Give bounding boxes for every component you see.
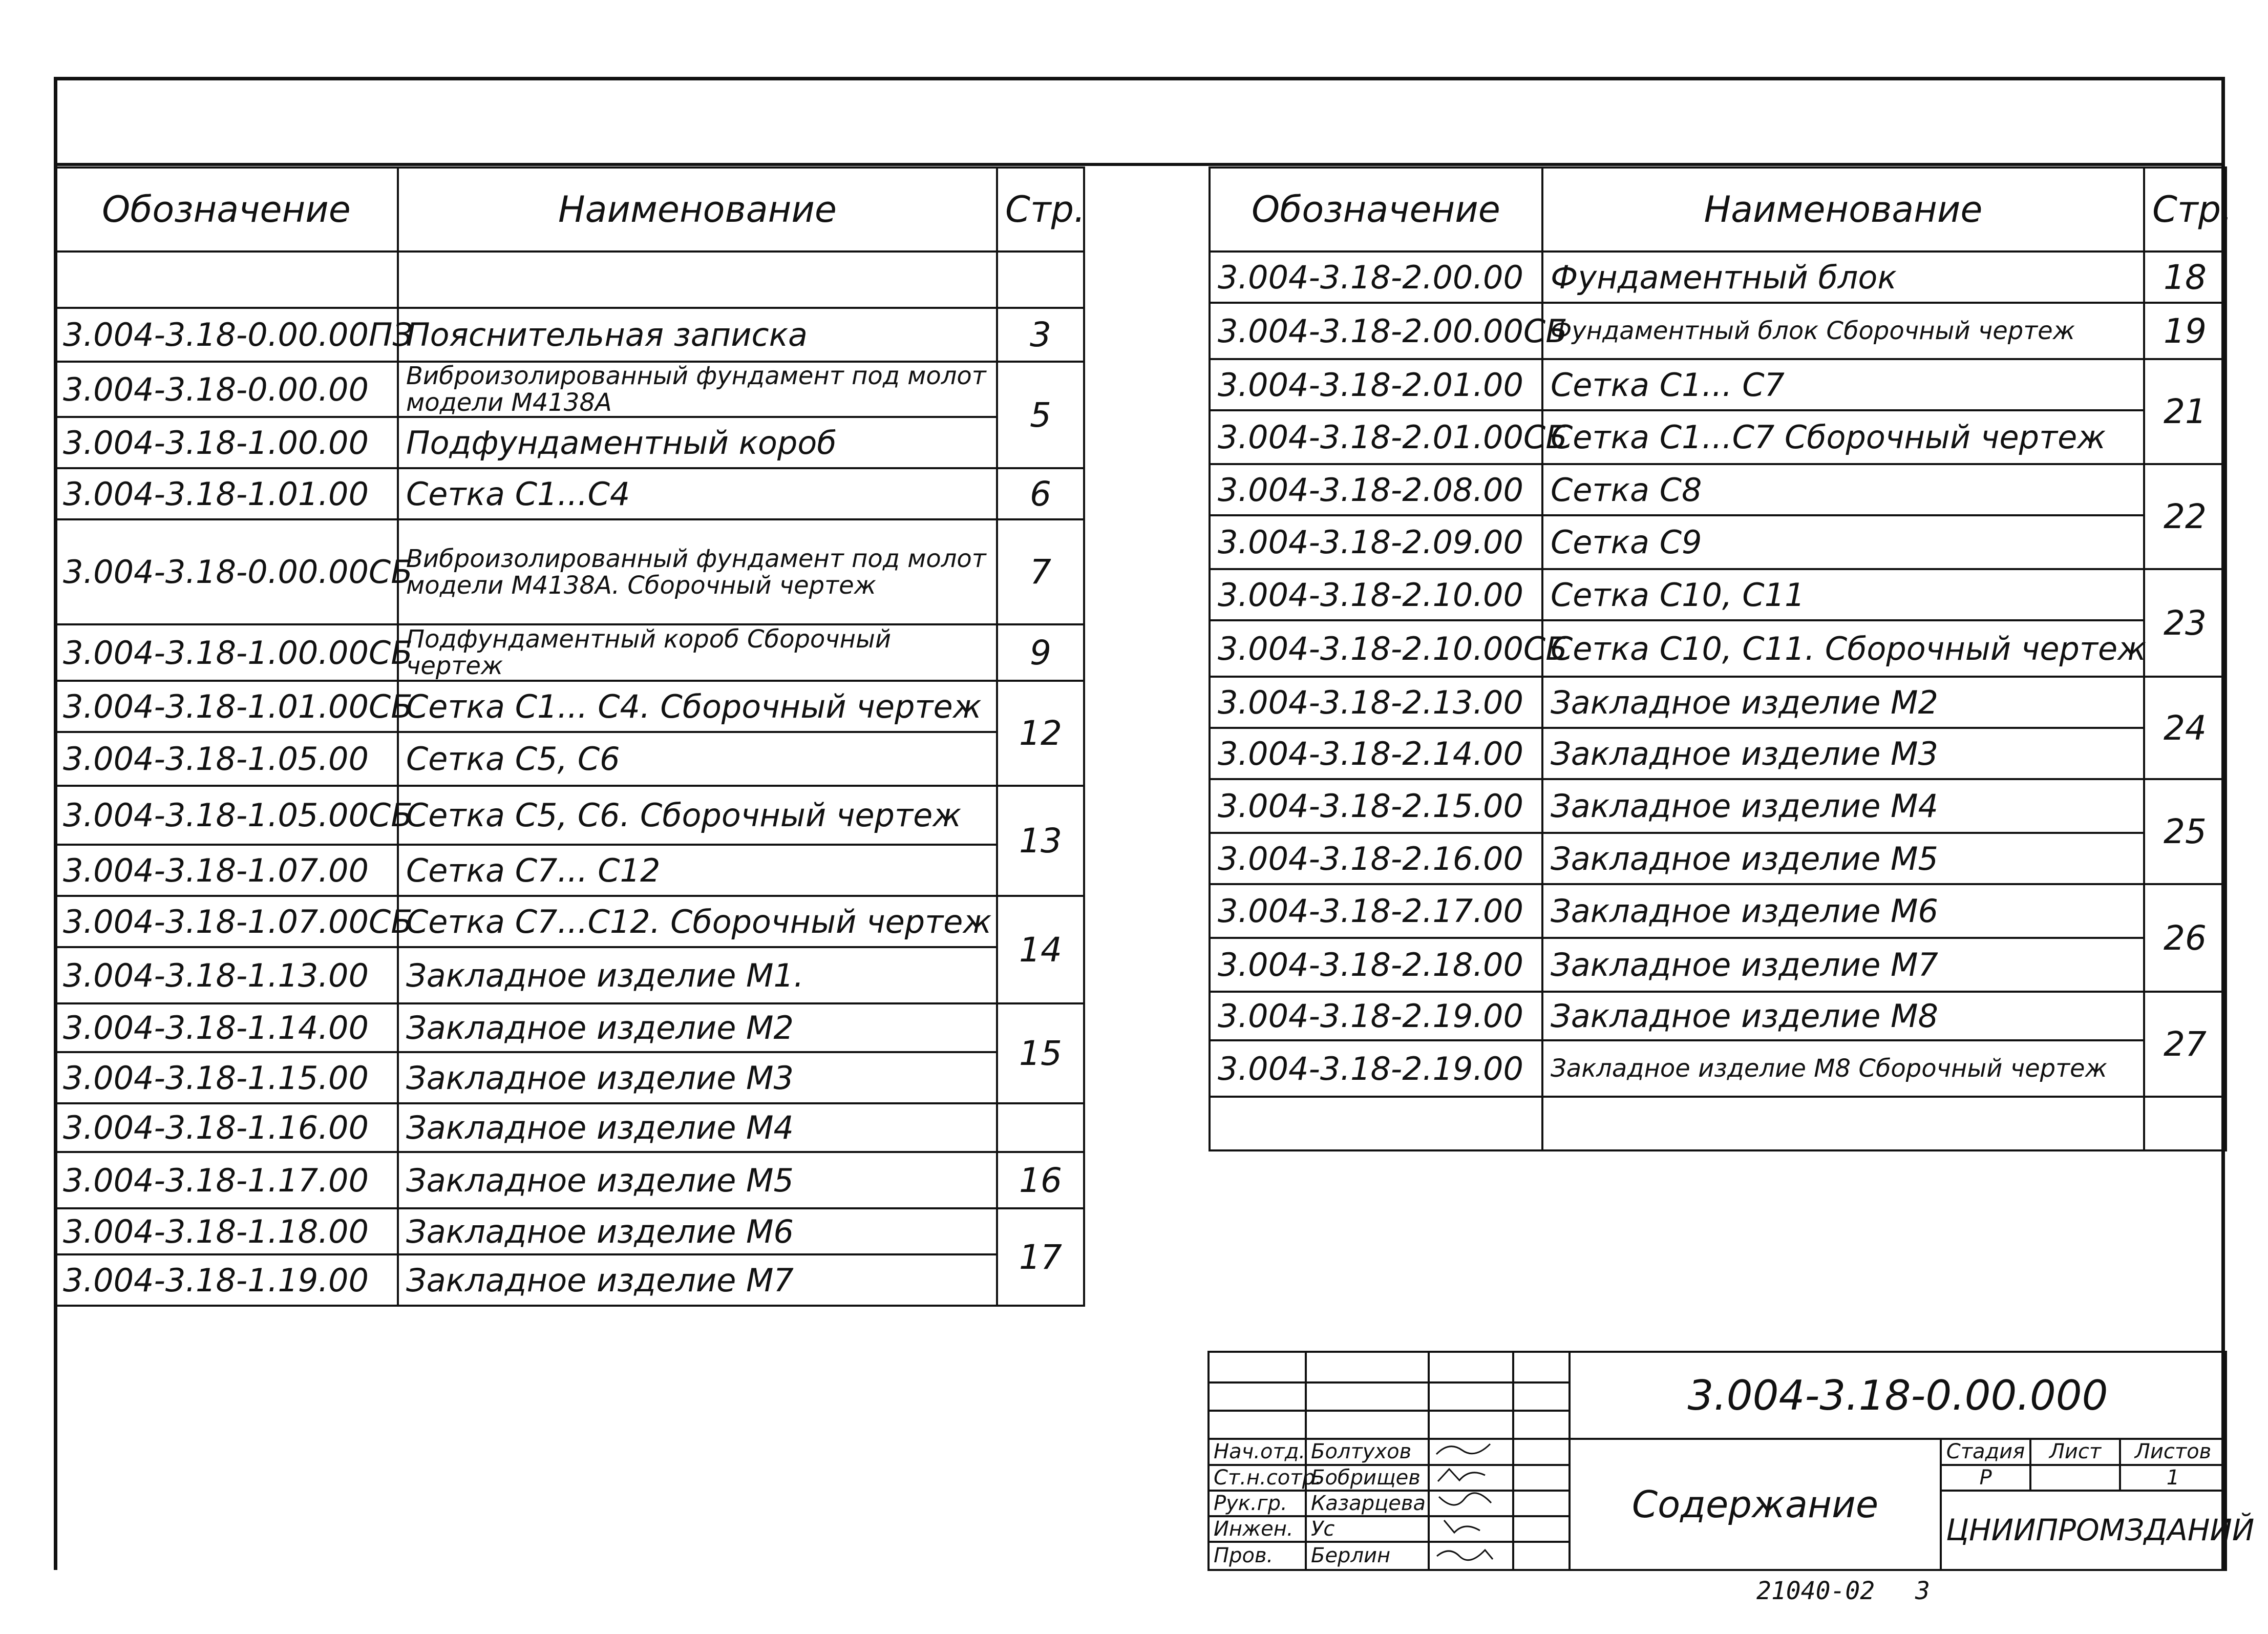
sheet-label: Лист [2030, 1439, 2120, 1464]
row-name: Закладное изделие М2 [398, 1003, 997, 1052]
signature [1429, 1491, 1513, 1516]
row-name: Сетка С5, С6. Сборочный чертеж [398, 786, 997, 845]
row-name: Подфундаментный короб [398, 417, 997, 468]
row-name: Сетка С1...С4 [398, 468, 997, 519]
row-code: 3.004-3.18-2.09.00 [1210, 515, 1542, 569]
row-page: 3 [997, 308, 1084, 362]
row-name: Фундаментный блок [1542, 252, 2144, 303]
row-name: Закладное изделие М1. [398, 947, 997, 1003]
row-page: 18 [2144, 252, 2226, 303]
row-code: 3.004-3.18-1.18.00 [55, 1208, 398, 1254]
signature-mark [1434, 1440, 1495, 1456]
row-name: Виброизолированный фундамент под молот модели М4138А. Сборочный чертеж [398, 519, 997, 624]
row-name: Сетка С1... С4. Сборочный чертеж [398, 681, 997, 732]
row-name: Закладное изделие М4 [398, 1103, 997, 1152]
role-label: Рук.гр. [1209, 1491, 1306, 1516]
table-row [1210, 464, 2226, 515]
row-code: 3.004-3.18-2.00.00 [1210, 252, 1542, 303]
signature [1429, 1516, 1513, 1542]
row-code: 3.004-3.18-0.00.00 [55, 362, 398, 417]
row-code: 3.004-3.18-2.14.00 [1210, 728, 1542, 779]
table-row [1210, 938, 2226, 992]
row-code: 3.004-3.18-1.14.00 [55, 1003, 398, 1052]
table-row [55, 362, 1084, 417]
row-name: Сетка С1...С7 Сборочный чертеж [1542, 410, 2144, 464]
header-page: Стр. [2144, 167, 2226, 252]
table-row [1210, 569, 2226, 620]
row-name: Закладное изделие М5 [398, 1152, 997, 1208]
sheets-label: Листов [2120, 1439, 2226, 1464]
signature [1429, 1439, 1513, 1464]
row-page: 13 [997, 786, 1084, 896]
row-name: Закладное изделие М3 [1542, 728, 2144, 779]
row-page: 15 [997, 1003, 1084, 1103]
row-code: 3.004-3.18-1.05.00СБ [55, 786, 398, 845]
contents-table-left [54, 166, 1085, 1307]
row-name: Закладное изделие М2 [1542, 677, 2144, 728]
table-row [55, 681, 1084, 732]
row-page: 24 [2144, 677, 2226, 779]
table-row [55, 1152, 1084, 1208]
stage-label: Стадия [1941, 1439, 2030, 1464]
row-page: 7 [997, 519, 1084, 624]
row-code: 3.004-3.18-2.16.00 [1210, 833, 1542, 884]
role-label: Инжен. [1209, 1516, 1306, 1542]
row-name: Сетка С1... С7 [1542, 359, 2144, 410]
row-page: 12 [997, 681, 1084, 786]
organization-name: ЦНИИПРОМЗДАНИЙ [1941, 1491, 2226, 1570]
person-name: Болтухов [1306, 1439, 1429, 1464]
row-page: 21 [2144, 359, 2226, 464]
header-name: Наименование [1542, 167, 2144, 252]
table-row [1210, 303, 2226, 359]
person-name: Берлин [1306, 1542, 1429, 1570]
table-row [1210, 992, 2226, 1040]
row-code: 3.004-3.18-0.00.00ПЗ [55, 308, 398, 362]
row-code: 3.004-3.18-1.13.00 [55, 947, 398, 1003]
row-name: Сетка С5, С6 [398, 732, 997, 786]
table-row [55, 519, 1084, 624]
row-code: 3.004-3.18-2.17.00 [1210, 884, 1542, 938]
row-name: Сетка С10, С11 [1542, 569, 2144, 620]
table-header-row [1210, 167, 2226, 252]
sheets-value: 1 [2120, 1465, 2226, 1491]
row-page: 16 [997, 1152, 1084, 1208]
row-name: Фундаментный блок Сборочный чертеж [1542, 303, 2144, 359]
archive-number: 21040-02 [1756, 1577, 1875, 1605]
signature-mark [1434, 1517, 1495, 1534]
table-row [55, 468, 1084, 519]
row-page: 27 [2144, 992, 2226, 1097]
row-code: 3.004-3.18-2.08.00 [1210, 464, 1542, 515]
row-code: 3.004-3.18-2.15.00 [1210, 779, 1542, 833]
table-header-row [55, 167, 1084, 252]
row-page: 6 [997, 468, 1084, 519]
row-page: 26 [2144, 884, 2226, 992]
table-row [1210, 620, 2226, 677]
table-row [55, 786, 1084, 845]
row-name: Закладное изделие М6 [1542, 884, 2144, 938]
row-code: 3.004-3.18-1.00.00 [55, 417, 398, 468]
signature-mark [1434, 1492, 1495, 1508]
table-row [55, 845, 1084, 896]
table-row [55, 1208, 1084, 1254]
row-code: 3.004-3.18-1.01.00СБ [55, 681, 398, 732]
row-code: 3.004-3.18-1.17.00 [55, 1152, 398, 1208]
row-page: 22 [2144, 464, 2226, 569]
stage-value: Р [1941, 1465, 2030, 1491]
row-name: Сетка С9 [1542, 515, 2144, 569]
table-row [55, 1254, 1084, 1306]
role-label: Пров. [1209, 1542, 1306, 1570]
signature-mark [1434, 1544, 1495, 1560]
header-designation: Обозначение [55, 167, 398, 252]
row-page: 9 [997, 624, 1084, 681]
row-name: Виброизолированный фундамент под молот модели М4138А [398, 362, 997, 417]
table-row [55, 732, 1084, 786]
document-title: Содержание [1570, 1439, 1941, 1570]
table-row [1210, 359, 2226, 410]
row-page: 25 [2144, 779, 2226, 884]
row-code: 3.004-3.18-1.07.00СБ [55, 896, 398, 947]
row-name: Подфундаментный короб Сборочный чертеж [398, 624, 997, 681]
role-label: Нач.отд. [1209, 1439, 1306, 1464]
row-name: Сетка С7...С12. Сборочный чертеж [398, 896, 997, 947]
table-row [1210, 410, 2226, 464]
row-code: 3.004-3.18-1.19.00 [55, 1254, 398, 1306]
row-code: 3.004-3.18-2.10.00СБ [1210, 620, 1542, 677]
header-designation: Обозначение [1210, 167, 1542, 252]
table-row [55, 417, 1084, 468]
header-divider [54, 163, 2225, 166]
row-page: 19 [2144, 303, 2226, 359]
row-code: 3.004-3.18-1.07.00 [55, 845, 398, 896]
header-page: Стр. [997, 167, 1084, 252]
row-name: Пояснительная записка [398, 308, 997, 362]
row-page: 14 [997, 896, 1084, 1003]
row-code: 3.004-3.18-2.01.00СБ [1210, 410, 1542, 464]
page-number: 3 [1915, 1577, 1930, 1605]
table-row [1210, 677, 2226, 728]
table-row [55, 308, 1084, 362]
sheet-value [2030, 1465, 2120, 1491]
row-name: Закладное изделие М7 [1542, 938, 2144, 992]
row-name: Сетка С8 [1542, 464, 2144, 515]
row-page [997, 1103, 1084, 1152]
row-code: 3.004-3.18-0.00.00СБ [55, 519, 398, 624]
title-block [1207, 1351, 2255, 1571]
table-row [1210, 884, 2226, 938]
row-code: 3.004-3.18-2.10.00 [1210, 569, 1542, 620]
row-code: 3.004-3.18-1.16.00 [55, 1103, 398, 1152]
table-row [1210, 833, 2226, 884]
row-name: Закладное изделие М4 [1542, 779, 2144, 833]
header-name: Наименование [398, 167, 997, 252]
row-page: 17 [997, 1208, 1084, 1306]
row-code: 3.004-3.18-2.13.00 [1210, 677, 1542, 728]
table-row [55, 1052, 1084, 1103]
row-code: 3.004-3.18-1.01.00 [55, 468, 398, 519]
row-page: 23 [2144, 569, 2226, 677]
table-row-empty [55, 252, 1084, 308]
table-row [55, 624, 1084, 681]
row-name: Сетка С7... С12 [398, 845, 997, 896]
row-code: 3.004-3.18-1.05.00 [55, 732, 398, 786]
table-row [1210, 779, 2226, 833]
person-name: Ус [1306, 1516, 1429, 1542]
row-name: Закладное изделие М8 Сборочный чертеж [1542, 1040, 2144, 1097]
row-code: 3.004-3.18-2.00.00СБ [1210, 303, 1542, 359]
table-row [55, 896, 1084, 947]
row-name: Закладное изделие М3 [398, 1052, 997, 1103]
row-name: Закладное изделие М6 [398, 1208, 997, 1254]
row-name: Сетка С10, С11. Сборочный чертеж [1542, 620, 2144, 677]
table-row-empty [1210, 1097, 2226, 1150]
table-row [55, 1003, 1084, 1052]
row-code: 3.004-3.18-1.00.00СБ [55, 624, 398, 681]
signature [1429, 1465, 1513, 1491]
signature [1429, 1542, 1513, 1570]
row-name: Закладное изделие М5 [1542, 833, 2144, 884]
row-name: Закладное изделие М8 [1542, 992, 2144, 1040]
row-page: 5 [997, 362, 1084, 468]
document-code: 3.004-3.18-0.00.000 [1570, 1352, 2226, 1439]
table-row [1210, 252, 2226, 303]
row-name: Закладное изделие М7 [398, 1254, 997, 1306]
person-name: Казарцева [1306, 1491, 1429, 1516]
signature-mark [1434, 1466, 1495, 1482]
person-name: Бобрищев [1306, 1465, 1429, 1491]
table-row [1210, 728, 2226, 779]
table-row [1210, 515, 2226, 569]
table-row [1210, 1040, 2226, 1097]
row-code: 3.004-3.18-2.19.00 [1210, 1040, 1542, 1097]
row-code: 3.004-3.18-1.15.00 [55, 1052, 398, 1103]
row-code: 3.004-3.18-2.01.00 [1210, 359, 1542, 410]
table-row [55, 1103, 1084, 1152]
contents-table-right [1209, 166, 2233, 1151]
row-code: 3.004-3.18-2.18.00 [1210, 938, 1542, 992]
role-label: Ст.н.сотр. [1209, 1465, 1306, 1491]
table-row [55, 947, 1084, 1003]
row-code: 3.004-3.18-2.19.00 [1210, 992, 1542, 1040]
